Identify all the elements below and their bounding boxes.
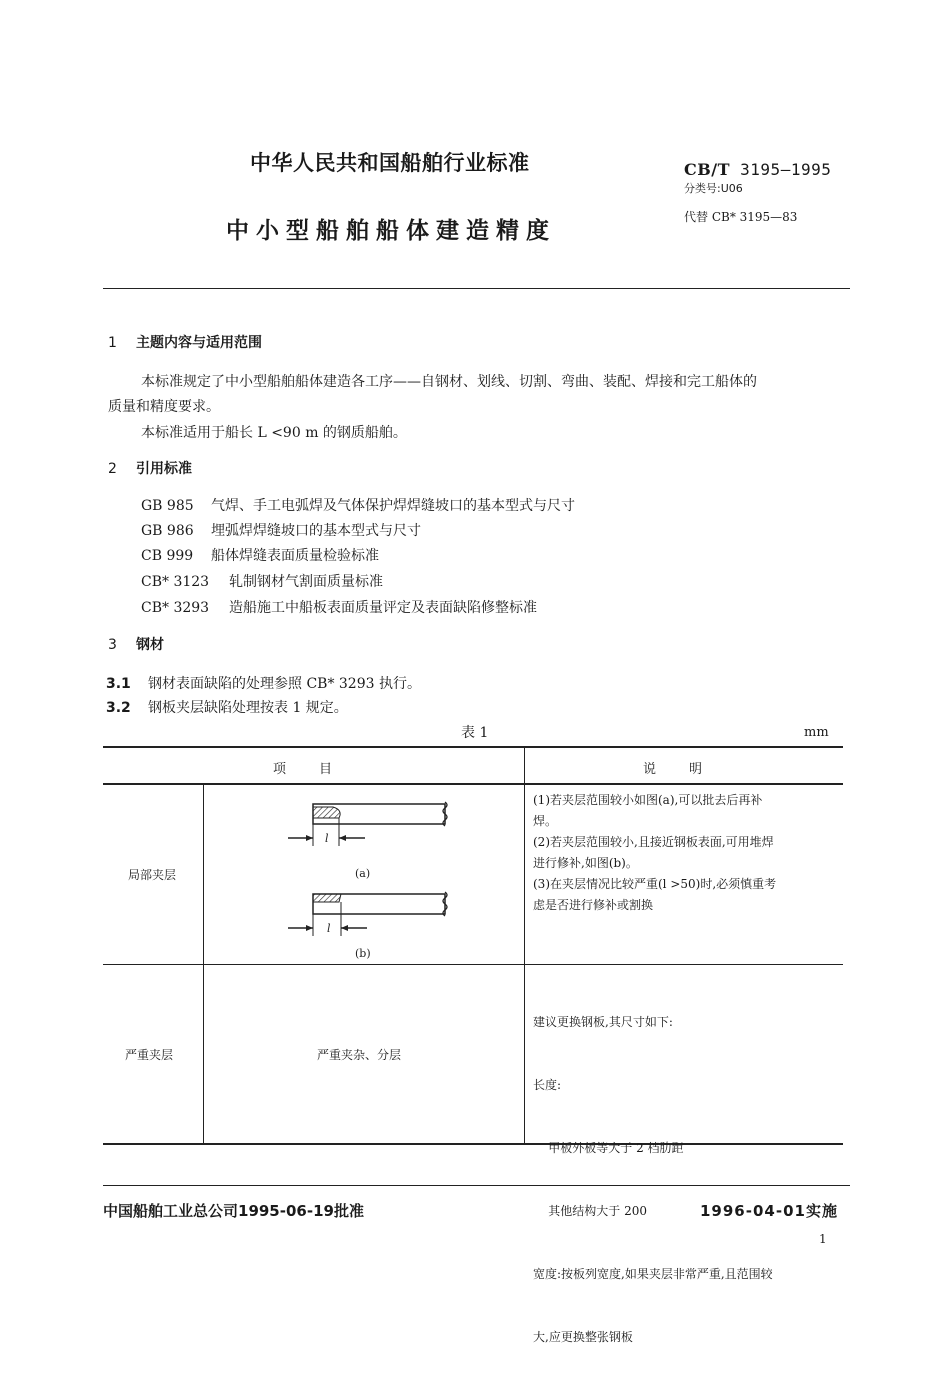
section-title: 钢材 <box>136 637 164 653</box>
reference-title: 轧制钢材气割面质量标准 <box>229 574 383 590</box>
description-line: 大,应更换整张钢板 <box>533 1330 633 1344</box>
description-line: (1)若夹层范围较小如图(a),可以批去后再补 <box>533 793 763 807</box>
issuing-body: 中华人民共和国船舶行业标准 <box>250 151 530 175</box>
table-header-border <box>103 783 843 785</box>
reference-item <box>141 597 537 617</box>
row-1-description <box>533 790 776 916</box>
description-line: (2)若夹层范围较小,且接近钢板表面,可用堆焊 <box>533 835 774 849</box>
reference-code: CB* 3123 <box>141 574 210 590</box>
table-column-divider <box>203 784 204 1144</box>
reference-title: 船体焊缝表面质量检验标准 <box>211 548 379 564</box>
figure-a-plate <box>313 802 447 826</box>
section-1-para-1-line-1: 本标准规定了中小型船舶船体建造各工序——自钢材、划线、切割、弯曲、装配、焊接和完工船体的 <box>141 374 757 390</box>
section-title: 引用标准 <box>136 461 192 477</box>
standard-code <box>684 160 831 179</box>
reference-item <box>141 495 575 515</box>
dimension-label: l <box>325 832 329 845</box>
clause-text: 钢板夹层缺陷处理按表 1 规定。 <box>148 700 348 716</box>
approval-line: 中国船舶工业总公司1995-06-19批准 <box>103 1202 364 1220</box>
description-line: 虑是否进行修补或割换 <box>533 898 654 912</box>
description-line: 建议更换钢板,其尺寸如下: <box>533 1015 673 1029</box>
figure-b-plate <box>313 892 447 916</box>
replaces-note: 代替 CB* 3195—83 <box>684 210 798 224</box>
table-top-border <box>103 746 843 748</box>
classification-number: 分类号:U06 <box>684 182 743 195</box>
reference-item <box>141 520 421 540</box>
page-number: 1 <box>819 1232 827 1246</box>
reference-item <box>141 545 379 565</box>
section-1-heading <box>108 332 262 352</box>
description-line: 焊。 <box>533 814 558 828</box>
clause-3-2 <box>106 697 348 717</box>
implementation-date: 1996-04-01实施 <box>700 1202 838 1220</box>
header-rule <box>103 288 850 289</box>
footer-rule <box>103 1185 850 1186</box>
section-2-heading <box>108 458 192 478</box>
description-line: 宽度:按板列宽度,如果夹层非常严重,且范围较 <box>533 1267 773 1281</box>
row-2-description <box>533 970 773 1390</box>
section-title: 主题内容与适用范围 <box>136 335 262 351</box>
reference-code: CB* 3293 <box>141 600 210 616</box>
figure-a-label: (a) <box>355 867 371 880</box>
description-line: 甲板外板等大于 2 档肋距 <box>533 1141 684 1155</box>
column-header-description: 说 明 <box>643 762 703 777</box>
table-caption: 表 1 <box>461 725 489 741</box>
dimension-label: l <box>327 922 331 935</box>
table-column-divider <box>524 746 525 1144</box>
row-item-severe-inclusion: 严重夹杂、分层 <box>317 1048 402 1062</box>
section-1-para-2: 本标准适用于船长 L <90 m 的钢质船舶。 <box>141 425 407 441</box>
column-header-item: 项 目 <box>273 762 333 777</box>
description-line: 其他结构大于 200 <box>533 1204 647 1218</box>
section-3-heading <box>108 634 164 654</box>
section-number: 1 <box>108 335 117 351</box>
table-row-divider <box>103 964 843 965</box>
description-line: (3)在夹层情况比较严重(l >50)时,必须慎重考 <box>533 877 777 891</box>
lamination-diagram <box>273 794 463 964</box>
description-line: 长度: <box>533 1078 562 1092</box>
reference-title: 造船施工中船板表面质量评定及表面缺陷修整标准 <box>229 600 537 616</box>
clause-3-1 <box>106 673 421 693</box>
standard-code-prefix: CB/T <box>684 160 731 179</box>
section-number: 3 <box>108 637 117 653</box>
description-line: 进行修补,如图(b)。 <box>533 856 638 870</box>
clause-text: 钢材表面缺陷的处理参照 CB* 3293 执行。 <box>148 676 421 692</box>
table-unit: mm <box>804 725 829 740</box>
clause-number: 3.2 <box>106 700 131 716</box>
section-number: 2 <box>108 461 117 477</box>
row-label-local-lamination: 局部夹层 <box>128 868 177 882</box>
reference-code: GB 986 <box>141 523 194 539</box>
standard-code-number: 3195—1995 <box>740 160 832 179</box>
document-title: 中小型船舶船体建造精度 <box>226 218 556 244</box>
reference-title: 气焊、手工电弧焊及气体保护焊焊缝坡口的基本型式与尺寸 <box>211 498 575 514</box>
section-1-para-1-line-2: 质量和精度要求。 <box>108 399 220 415</box>
clause-number: 3.1 <box>106 676 131 692</box>
reference-code: GB 985 <box>141 498 194 514</box>
reference-code: CB 999 <box>141 548 194 564</box>
reference-item <box>141 571 383 591</box>
row-label-severe-lamination: 严重夹层 <box>125 1048 174 1062</box>
reference-title: 埋弧焊焊缝坡口的基本型式与尺寸 <box>211 523 421 539</box>
figure-b-label: (b) <box>355 947 371 960</box>
